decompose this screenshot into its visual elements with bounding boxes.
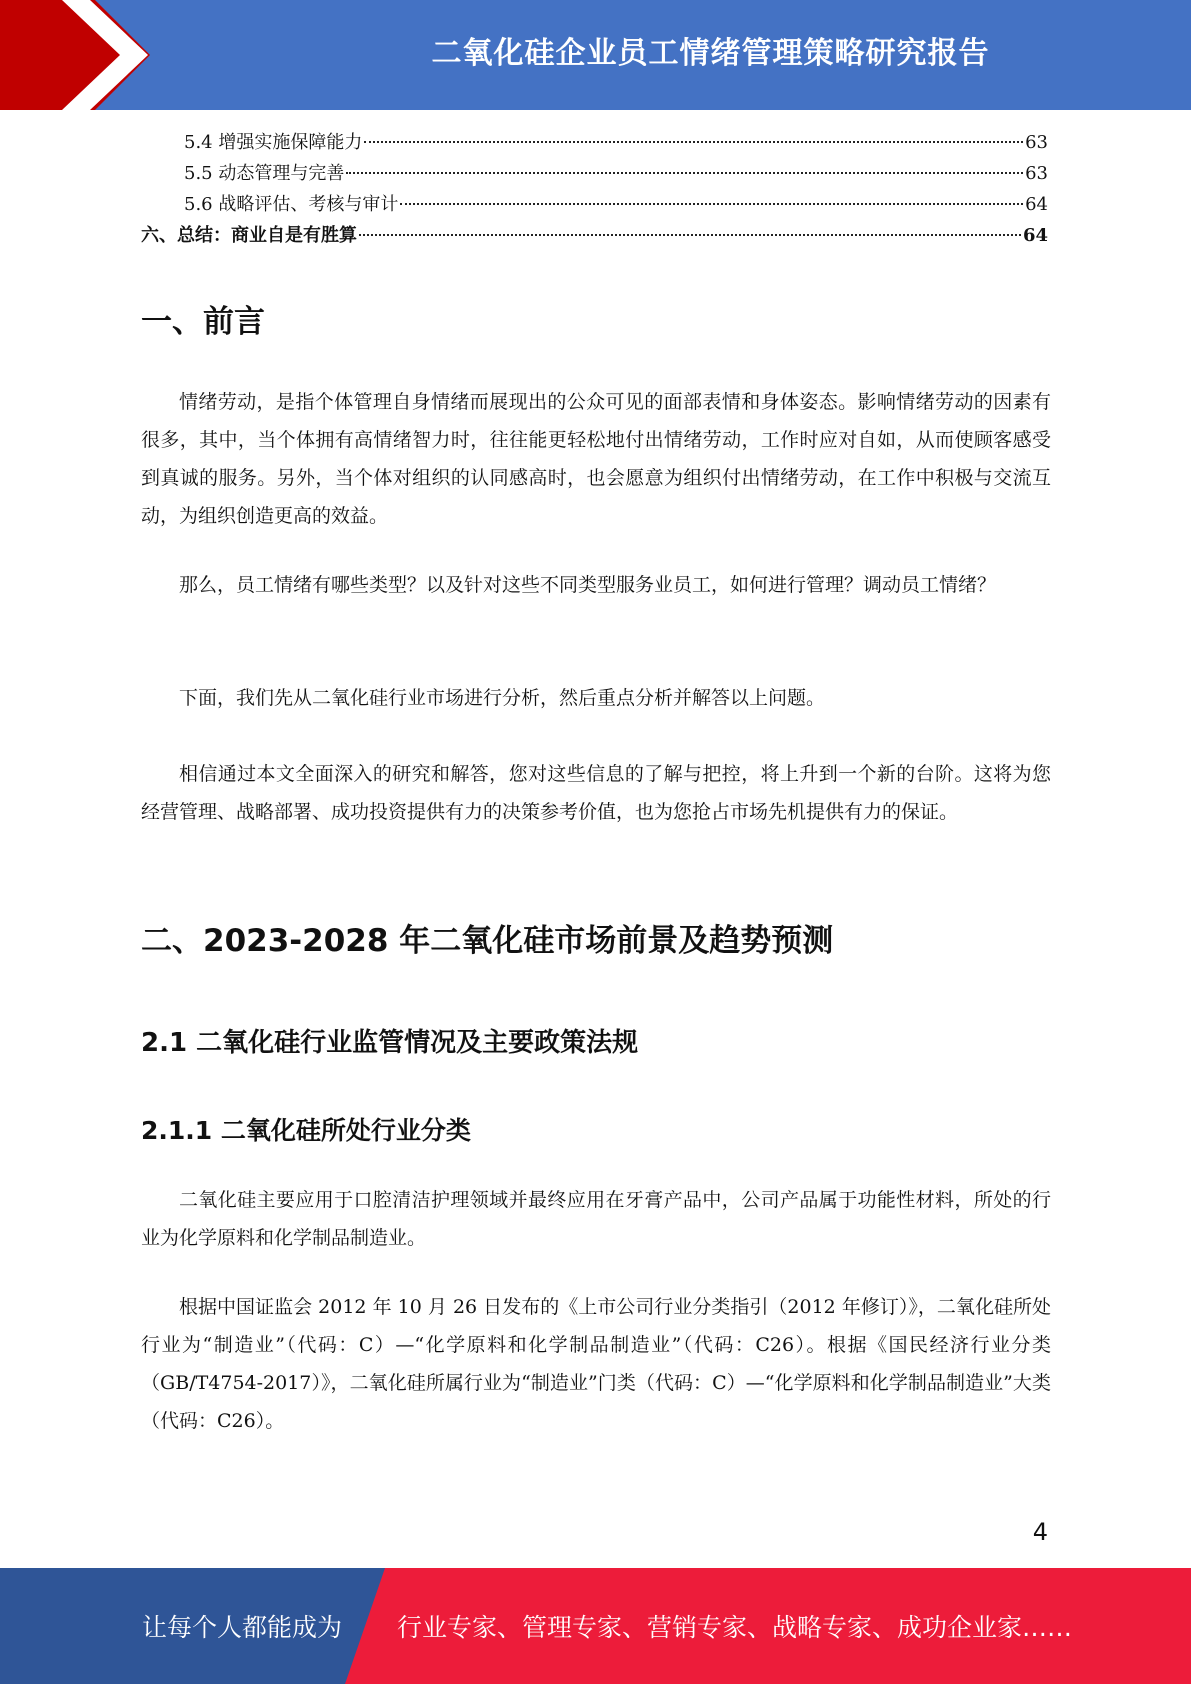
toc-entry-label: 5.6 战略评估、考核与审计 — [184, 194, 399, 215]
page-footer — [0, 1568, 1191, 1684]
toc-leader — [346, 172, 1023, 174]
toc-entry-label: 5.5 动态管理与完善 — [184, 163, 345, 184]
toc-entry[interactable] — [141, 190, 1048, 221]
subsubsection-heading: 2.1.1 二氧化硅所处行业分类 — [141, 1116, 471, 1145]
page-header — [0, 0, 1191, 110]
body-paragraph: 相信通过本文全面深入的研究和解答，您对这些信息的了解与把控，将上升到一个新的台阶。这将为您经营管理、战略部署、成功投资提供有力的决策参考价值，也为您抢占市场先机提供有力的保证。 — [141, 763, 1051, 823]
footer-slogan-left: 让每个人都能成为 — [142, 1613, 343, 1642]
toc-entry[interactable] — [141, 159, 1048, 190]
toc-entry-page: 63 — [1025, 132, 1048, 153]
footer-slogan-right: 行业专家、管理专家、营销专家、战略专家、成功企业家…… — [397, 1613, 1073, 1642]
page-number: 4 — [1032, 1518, 1048, 1546]
report-title: 二氧化硅企业员工情绪管理策略研究报告 — [431, 36, 990, 71]
toc-entry-label: 六、总结：商业自是有胜算 — [141, 225, 357, 246]
subsection-heading: 2.1 二氧化硅行业监管情况及主要政策法规 — [141, 1028, 639, 1058]
toc-entry[interactable] — [141, 128, 1048, 159]
toc-leader — [359, 234, 1021, 236]
body-paragraph: 下面，我们先从二氧化硅行业市场进行分析，然后重点分析并解答以上问题。 — [179, 687, 826, 709]
body-paragraph: 二氧化硅主要应用于口腔清洁护理领域并最终应用在牙膏产品中，公司产品属于功能性材料，所处的行业为化学原料和化学制品制造业。 — [141, 1189, 1051, 1249]
body-paragraph: 情绪劳动，是指个体管理自身情绪而展现出的公众可见的面部表情和身体姿态。影响情绪劳动的因素有很多，其中，当个体拥有高情绪智力时，往往能更轻松地付出情绪劳动，工作时应对自如，从而使顾客感受到真诚的服务。另外，当个体对组织的认同感高时，也会愿意为组织付出情绪劳动，在工作中积极与交流互动，为组织创造更高的效益。 — [141, 391, 1051, 527]
toc-leader — [364, 141, 1023, 143]
toc-leader — [400, 203, 1023, 205]
toc-entry-page: 63 — [1025, 163, 1048, 184]
body-paragraph: 根据中国证监会 2012 年 10 月 26 日发布的《上市公司行业分类指引（2012 年修订）》，二氧化硅所处行业为“制造业”（代码：C）—“化学原料和化学制品制造业”（代码：C26）。根据《国民经济行业分类（GB/T4754-2017）》，二氧化硅所属行业为“制造业”门类（代码：C）—“化学原料和化学制品制造业”大类（代码：C26）。 — [141, 1296, 1051, 1432]
toc-entry-page: 64 — [1025, 194, 1048, 215]
toc-entry-label: 5.4 增强实施保障能力 — [184, 132, 363, 153]
section-heading: 二、2023-2028 年二氧化硅市场前景及趋势预测 — [141, 923, 834, 959]
toc-entry[interactable] — [141, 221, 1048, 252]
toc-entry-page: 64 — [1022, 225, 1048, 246]
body-paragraph: 那么，员工情绪有哪些类型？以及针对这些不同类型服务业员工，如何进行管理？调动员工情绪？ — [179, 574, 997, 596]
table-of-contents — [141, 128, 1048, 252]
section-heading: 一、前言 — [141, 304, 265, 340]
